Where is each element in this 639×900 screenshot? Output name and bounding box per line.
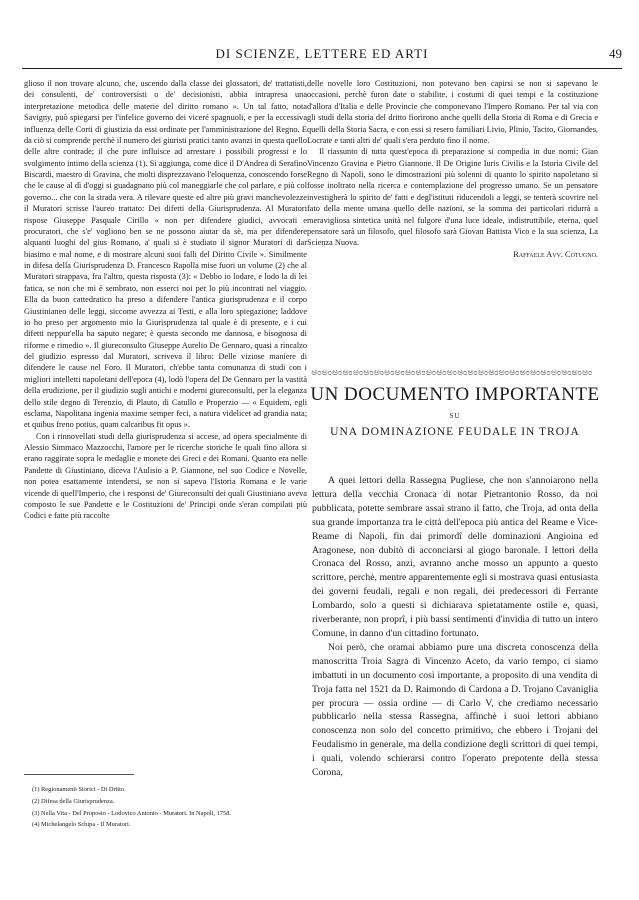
article-title: UN DOCUMENTO IMPORTANTE xyxy=(310,384,600,405)
paragraph: glioso il non trovare alcuno, che, uscendo dalla classe dei glossatori, de' trattatisti, dei consulenti, de' controversisti o de' decisionisti, abbia intrapresa una interpretazione metodica delle materie del diritto romano ». Un tal fatto, nota Savigny, può spiegarsi per l'infelice governo dei viceré spagnuoli, e per la eccessiva influenza delle Corti di giustizia da essi ordinate per l'amministrazione del Regno. E da ciò si comprende perchè il numero dei giuristi pratici tanto avanzi in questa quello delle altre contrade; il che pure influisce ad arrestare i possibili progressi e lo svolgimento intimo della scienza (1). Si aggiunga, come dice il D'Andrea di Serafino Biscardi, maestro di Gravina, che molti disprezzavano l'eloquenza, conoscendo forse che le cause al dì d'oggi si guadagnano più col maneggiarle che col parlare, e più col governo... che con la strada vera. A rilevare queste ed altre più gravi manchevolezze il Muratori scrisse l'aureo trattato: Dei difetti della Giurisprudenza. Al Muratori rispose Giuseppe Pasquale Cirillo « non per difendere giudici, avvocati e procuratori, che s'e' vogliono ben se ne possono aiutar da sè, ma per difendere alquanti luoghi del gius Romano, a' quali si è studiato il signor Muratori di dar biasimo e mal nome, e di mostrare alcuni suoi falli del Diritto Civile ». Similmente in difesa della Giurisprudenza D. Francesco Rapolla mise fuori un volume (2) che al Muratori strappava, fra l'altro, questa risposta (3): « Debbo io lodare, e lodo la di lei fatica, se non che mi è sembrato, non esserci noi per lo più incontrati nel viaggio. Ella da buon cattedratico ha preso a difendere l'antica giurisprudenza e il corpo Giustinianeo delle leggi, siccome avvezza ai Testi, e alla loro spiegazione; laddove io ho preso per argomento mio la Giurisprudenza tal quale è di presente, e i cui difetti neppur'ella ha saputo negare; è questa secondo me dannosa, e bisognosa di riforme e rimedio ». Il giureconsulto Giuseppe Aurelio De Gennaro, quasi a rincalzo del giudizio espresso dal Muratori, scriveva il libro: Delle viziose maniere di difendere le cause nel Foro. Il Muratori, ch'ebbe tanta comunanza di studi con i migliori intelletti napoletani dell'epoca (4), lodò l'opera del De Gennaro per la vastità della erudizione, per il giudizio sugli antichi e moderni giureconsulti, per la eleganza dello stile degno di Terenzio, di Plauto, di Catullo e Properzio — « Equidem, egli esclama, Napolitana ingenia maxime semper feci, a natura videlicet ad grandia nata; et quibus freno potius, quam calcaribus fit opus ». xyxy=(24,79,307,430)
running-header xyxy=(22,46,622,69)
paragraph: A quei lettori della Rassegna Pugliese, che non s'annoiarono nella lettura della vecchia Cronaca di notar Pietrantonio Rosso, da noi pubblicata, potette sembrare assai strano il fatto, che Troja, ad onta della sua grande importanza tra le città dell'epoca più antica del Reame e Vice-Reame di Napoli, fin dai primordî delle dominazioni Angioina ed Aragonese, non dubitò di acconciarsi al giogo baronale. I lettori della Cronaca del Rosso, anzi, avranno anche mosso un appunto a questo scrittore, perchè, mentre apparentemente egli si mostrava quasi entusiasta dei governi feudali, regali e non regali, dei predecessori di Ferrante Lombardo, solo a questi si dichiarava spietatamente ostile e, quasi, riverberante, non proprî, i più bassi sentimenti d'invidia di tutto un intero Comune, in danno d'un cittadino fortunato. xyxy=(312,475,598,639)
paragraph: delle novelle loro Costituzioni, non potevano ben capirsi se non si sapevano le occasioni, perchè furon date o stabilite, i costumi di quei tempi e la costituzione d'allora d'Italia e delle Provincie che componevano l'Impero Romano. Per tal via con gli studi della storia del dritto fiorirono anche quelli della Storia di Roma e di Grecia e quelli della Storia Sacra, e con essi si resero familiari Livio, Plinio, Tacito, Giornandes, Locrate e tanti altri de' quali s'era perduto fino il nome. xyxy=(307,79,598,145)
right-column-top xyxy=(307,78,598,370)
left-column xyxy=(24,78,307,768)
author-signature: Raffaele Avv. Cotugno. xyxy=(513,249,598,259)
article-subtitle: UNA DOMINAZIONE FEUDALE IN TROJA xyxy=(330,426,580,438)
footnote: (3) Nella Vita - Del Proposto - Lodovico Antonio - Muratori. In Napoli, 1758. xyxy=(32,809,231,817)
ornamental-divider: ಅಂಅಂಅಂಅಂಅಂಅಂಅಂಅಂಅಂಅಂಅಂಅಂಅಂಅಂಅಂಅಂಅಂಅಂಅಂಅಂಅಂಅಂಅಂಅಂಅಂಅಂಅಂ xyxy=(311,367,593,377)
paragraph: Con i rinnovellati studi della giurisprudenza si accese, ad opera specialmente di Alessio Simmaco Mazzocchi, l'amore per le ricerche storiche le quali fino allora si erano raggirate sopra le medaglie e monete dei Greci e dei Romani. Quanto era nelle Pandette di Giustiniano, diceva l'Aulisio a P. Giannone, nel suo Codice e Novelle, non potea esattamente intendersi, se non si sapeva l'Istoria Romana e le varie vicende di quell'Imperio, che i responsi de' Giureconsulti dei quali Giustiniano aveva composto le sue Pandette e le Costituzioni de' Principi onde s'eran compilati più Codici e fatte più raccolte xyxy=(24,431,307,521)
page-number: 49 xyxy=(609,46,622,61)
footnote: (4) Michelangelo Schipa - Il Muratori. xyxy=(32,821,131,829)
footnotes xyxy=(24,784,304,831)
paragraph: Il riassunto di tutta quest'epoca di preparazione si compedia in due nomi: Gian Vincenzo Gravina e Pietro Giannone. Il De Origine Iuris Civilis e la Istoria Civile del Regno di Napoli, sono le dimostrazioni più solenni di quanto lo spirito napoletano si fosse inoltrato nella ricerca e contemplazione del progresso umano. Se un pensatore investigherà lo spirito de' fatti e degl'istituti riducendoli a leggi, se tenterà scovrire nel fato della mente umana quello delle nazioni, se la somma dei particolari ridurrà a meravigliosa sintetica unità nel fulgore d'una luce ideale, indistruttibile, eterna, quel pensatore sarà un filosofo, quel filosofo sarà Giovan Battista Vico e la sua scienza, La Scienza Nuova. xyxy=(307,147,598,248)
footnote-divider xyxy=(24,774,134,775)
article-connector: SU xyxy=(449,412,461,420)
footnote: (2) Difesa della Giurisprudenza. xyxy=(32,797,115,805)
article-body xyxy=(312,474,598,894)
paragraph: Noi però, che oramai abbiamo pure una discreta conoscenza della manoscritta Troia Sagra di Vincenzo Aceto, da vario tempo, ci siamo imbattuti in un documento così importante, a proposito di una vendita di Troja fatta nel 1521 da D. Raimondo di Cardona a D. Trojano Cavaniglia per procura — ossia ordine — di Carlo V, che crediamo necessario pubblicarlo nella stessa Rassegna, affinchè i suoi lettori abbiano conoscenza non solo del concetto primitivo, che ebbero i Trojani del Feudalismo in generale, ma della condizione degli scrittori di quei tempi, i quali, volendo schierarsi contro l'operato prepotente della stessa Corona, xyxy=(312,641,598,779)
footnote: (1) Regionamenti Storici - Di Dritto. xyxy=(32,786,126,793)
running-title: DI SCIENZE, LETTERE ED ARTI xyxy=(215,46,429,61)
